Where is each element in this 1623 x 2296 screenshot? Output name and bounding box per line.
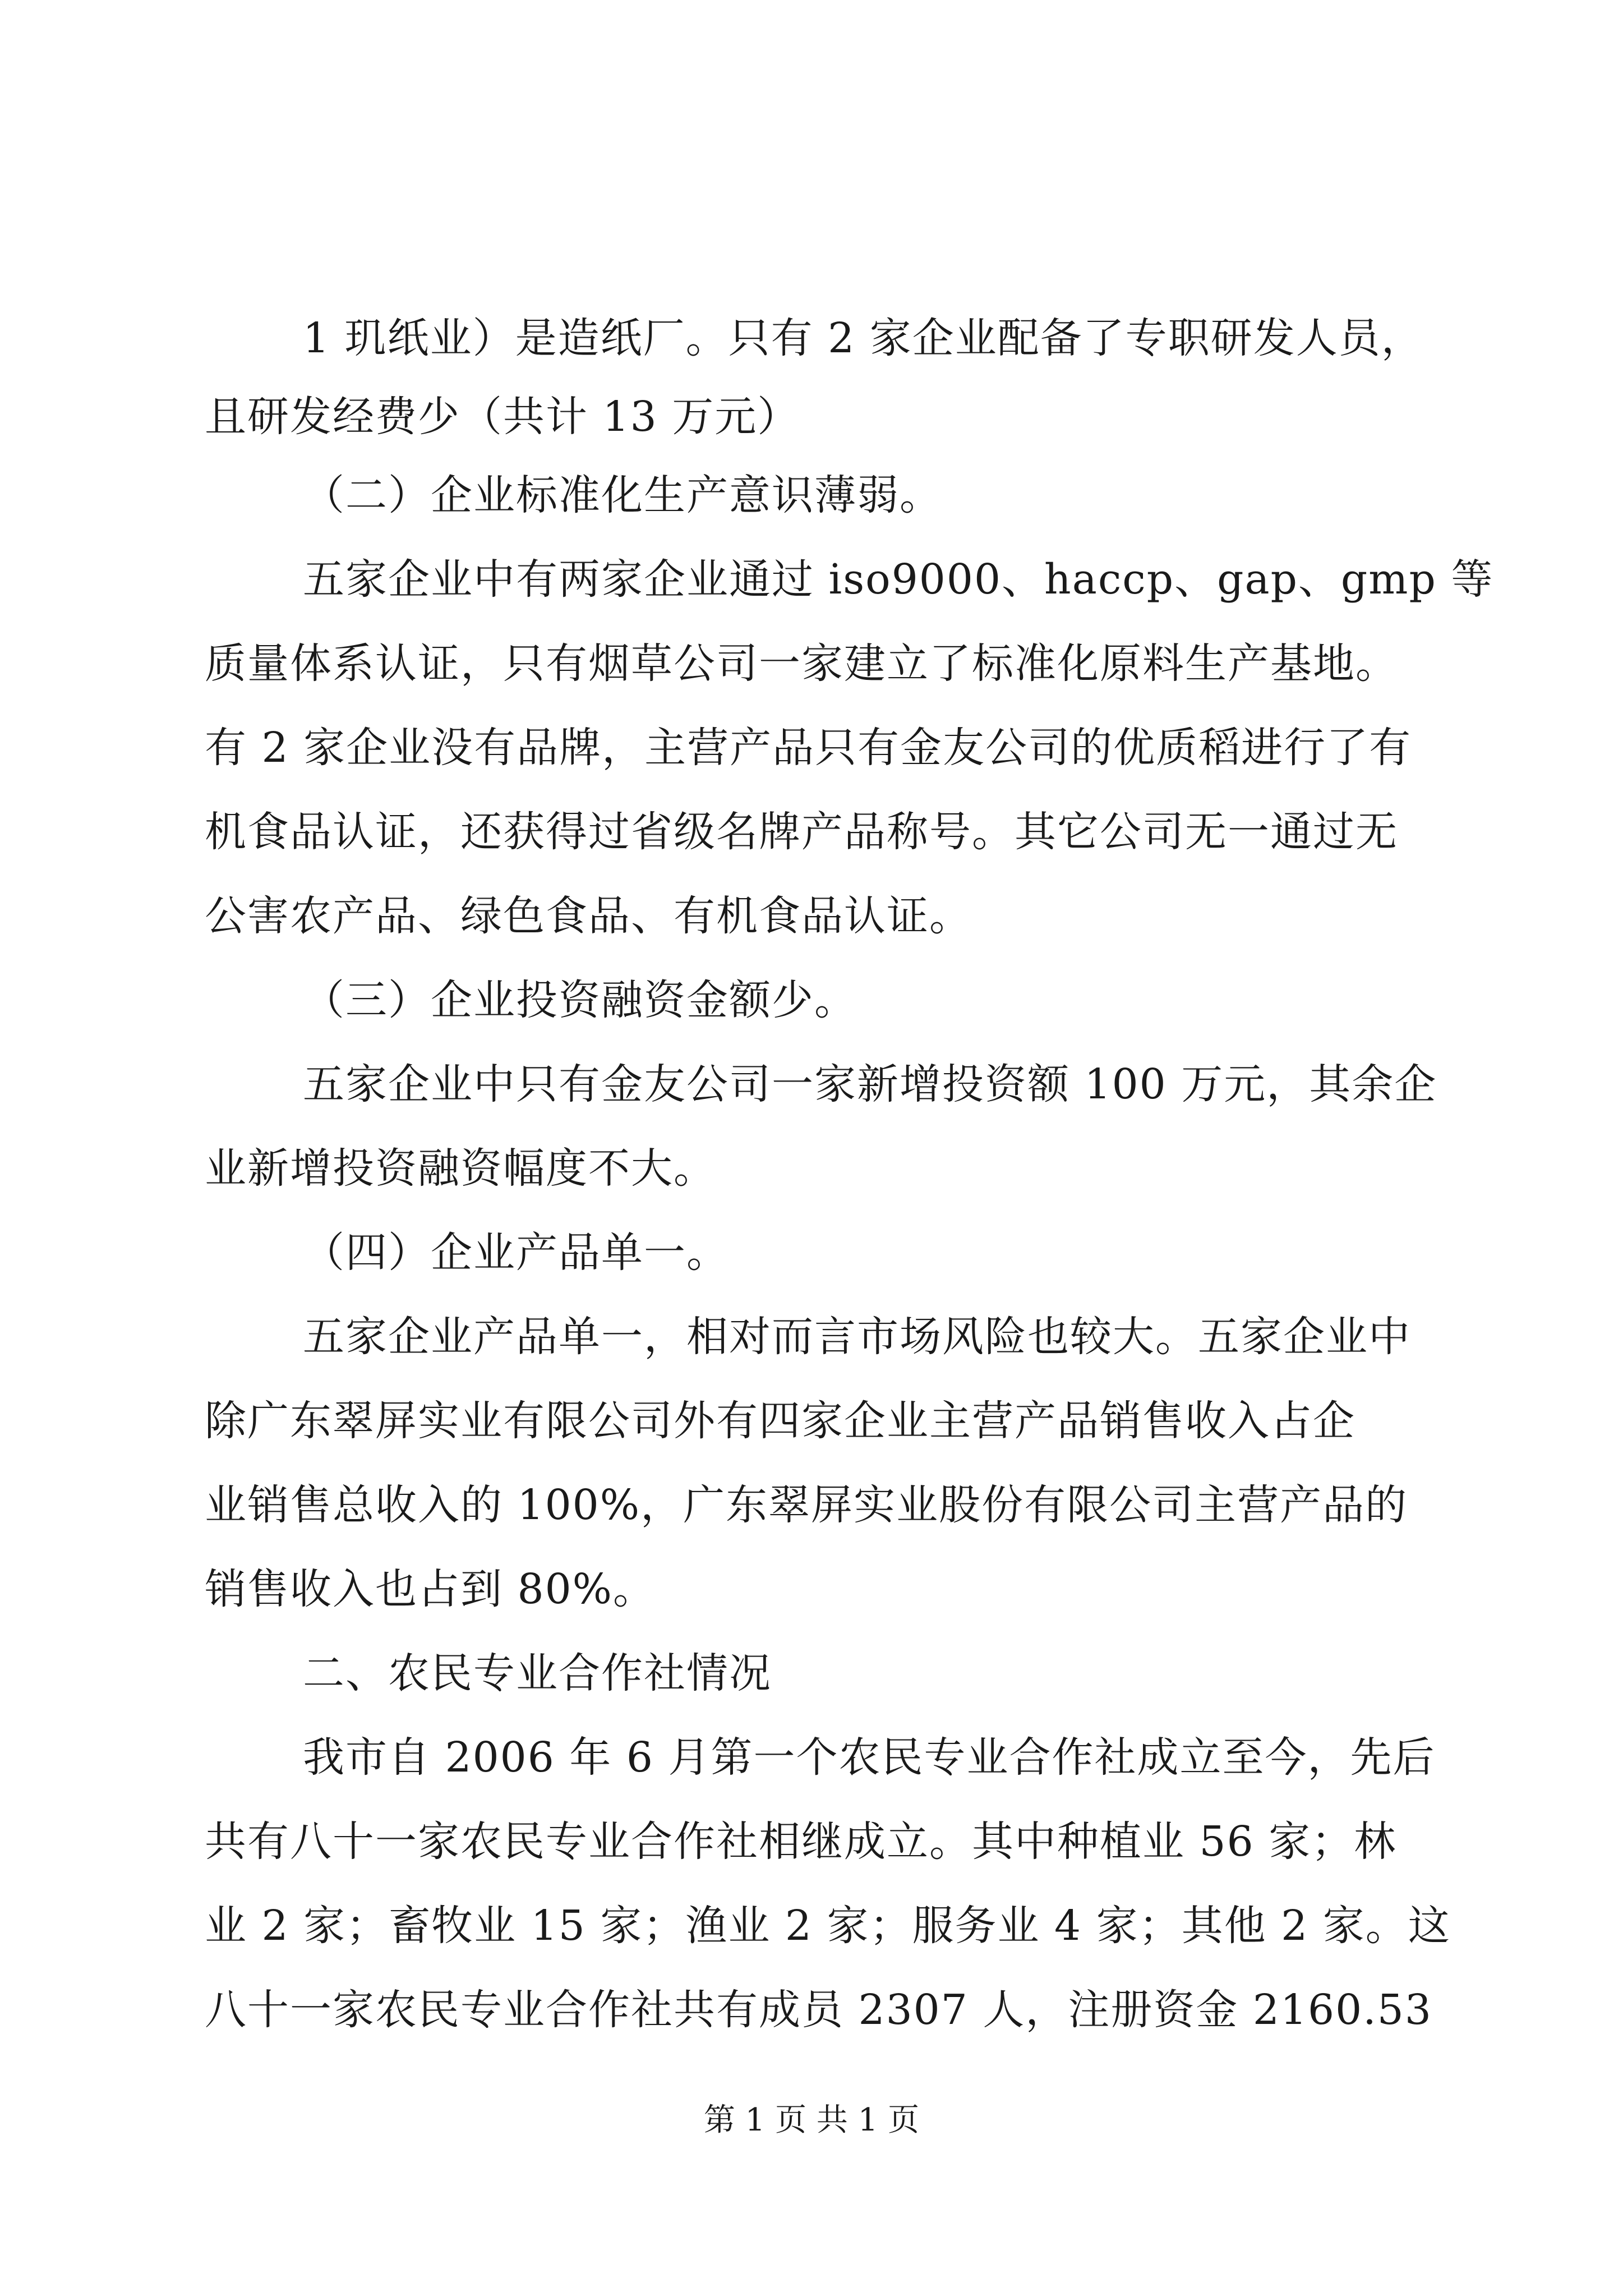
text-line-4: 五家企业中有两家企业通过 iso9000、haccp、gap、gmp 等 [303, 555, 1494, 604]
section-heading-2: （二）企业标准化生产意识薄弱。 [303, 471, 942, 519]
text-line-18: 我市自 2006 年 6 月第一个农民专业合作社成立至今，先后 [303, 1733, 1436, 1782]
text-line-21: 八十一家农民专业合作社共有成员 2307 人，注册资金 2160.53 [205, 1986, 1432, 2034]
text-line-1: 1 玑纸业）是造纸厂。只有 2 家企业配备了专职研发人员， [303, 314, 1424, 362]
section-heading-cooperatives: 二、农民专业合作社情况 [303, 1649, 772, 1697]
section-heading-3: （三）企业投资融资金额少。 [303, 976, 857, 1024]
text-line-13: 五家企业产品单一，相对而言市场风险也较大。五家企业中 [303, 1313, 1411, 1361]
text-line-7: 机食品认证，还获得过省级名牌产品称号。其它公司无一通过无 [205, 808, 1398, 856]
page-footer: 第 1 页 共 1 页 [703, 2102, 920, 2138]
text-line-2: 且研发经费少（共计 13 万元） [205, 393, 800, 441]
text-line-15: 业销售总收入的 100%，广东翠屏实业股份有限公司主营产品的 [205, 1481, 1408, 1529]
text-line-8: 公害农产品、绿色食品、有机食品认证。 [205, 892, 972, 940]
text-line-20: 业 2 家；畜牧业 15 家；渔业 2 家；服务业 4 家；其他 2 家。这 [205, 1902, 1451, 1950]
text-line-14: 除广东翠屏实业有限公司外有四家企业主营产品销售收入占企 [205, 1397, 1355, 1445]
text-line-6: 有 2 家企业没有品牌，主营产品只有金友公司的优质稻进行了有 [205, 724, 1412, 772]
text-line-16: 销售收入也占到 80%。 [205, 1565, 656, 1613]
text-line-11: 业新增投资融资幅度不大。 [205, 1144, 716, 1193]
text-line-10: 五家企业中只有金友公司一家新增投资额 100 万元，其余企 [303, 1060, 1437, 1108]
section-heading-4: （四）企业产品单一。 [303, 1228, 729, 1277]
text-line-19: 共有八十一家农民专业合作社相继成立。其中种植业 56 家；林 [205, 1818, 1397, 1866]
text-line-5: 质量体系认证，只有烟草公司一家建立了标准化原料生产基地。 [205, 639, 1398, 688]
